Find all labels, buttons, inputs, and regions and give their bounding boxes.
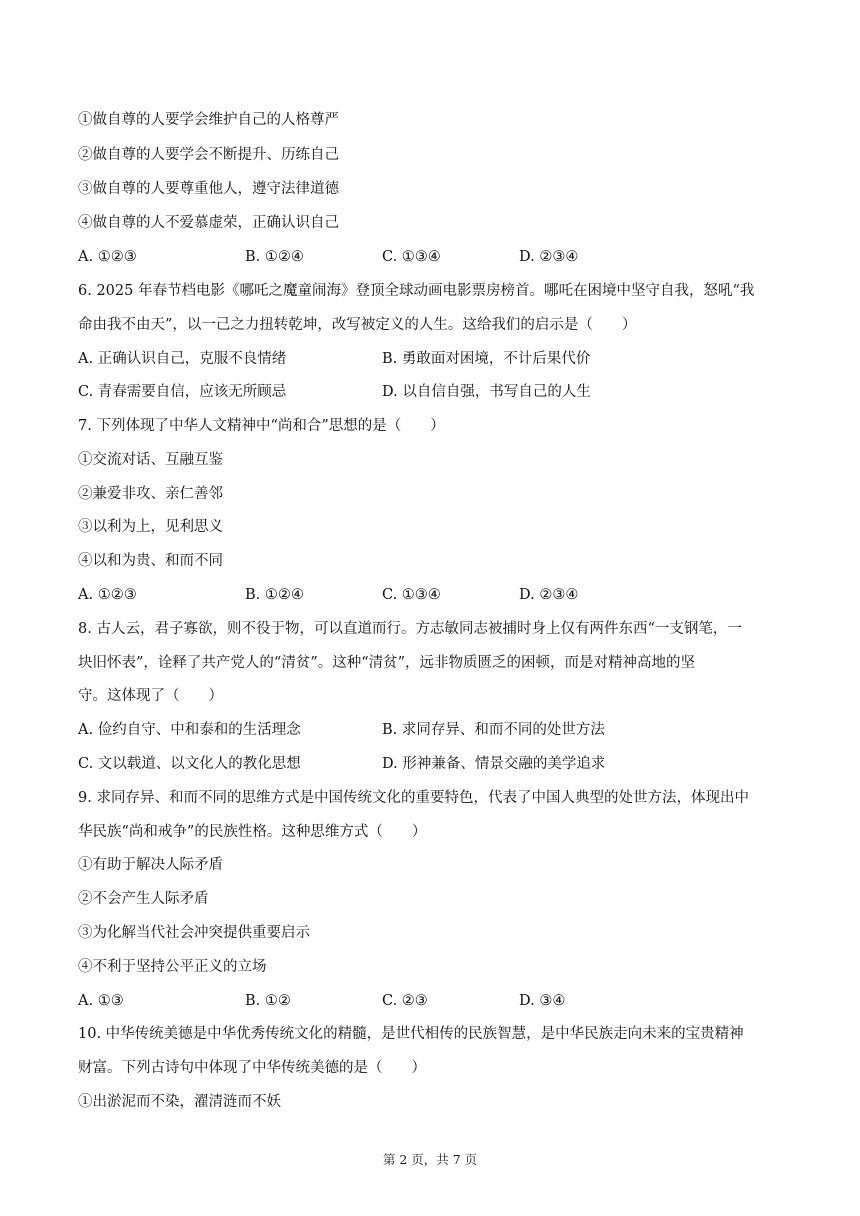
q9-item-2: ②不会产生人际矛盾 bbox=[78, 891, 209, 907]
q5-item-1: ①做自尊的人要学会维护自己的人格尊严 bbox=[78, 112, 339, 128]
q5-option-d: D. ②③④ bbox=[519, 249, 579, 265]
q9-item-3: ③为化解当代社会冲突提供重要启示 bbox=[78, 925, 310, 941]
q5-item-4: ④做自尊的人不爱慕虚荣，正确认识自己 bbox=[78, 215, 339, 231]
q7-option-d: D. ②③④ bbox=[519, 587, 579, 603]
q6-option-b: B. 勇敢面对困境，不计后果代价 bbox=[382, 351, 591, 367]
q8-option-d: D. 形神兼备、情景交融的美学追求 bbox=[382, 756, 606, 772]
q5-option-c: C. ①③④ bbox=[382, 249, 441, 265]
q10-item-1: ①出淤泥而不染，濯清涟而不妖 bbox=[78, 1094, 281, 1110]
q7-option-c: C. ①③④ bbox=[382, 587, 441, 603]
q7-option-b: B. ①②④ bbox=[245, 587, 304, 603]
q9-option-d: D. ③④ bbox=[519, 993, 566, 1009]
q9-option-b: B. ①② bbox=[245, 993, 291, 1009]
q6-stem-line-1: 6. 2025 年春节档电影《哪吒之魔童闹海》登顶全球动画电影票房榜首。哪吒在困境中坚守自我，怒吼“我 bbox=[78, 283, 755, 299]
q7-stem: 7. 下列体现了中华人文精神中“尚和合”思想的是（ ） bbox=[78, 418, 445, 434]
q9-item-1: ①有助于解决人际矛盾 bbox=[78, 857, 223, 873]
q7-item-1: ①交流对话、互融互鉴 bbox=[78, 452, 223, 468]
q9-option-a: A. ①③ bbox=[78, 993, 124, 1009]
q9-item-4: ④不利于坚持公平正义的立场 bbox=[78, 959, 267, 975]
page-footer: 第 2 页，共 7 页 bbox=[382, 1152, 478, 1167]
q10-stem-line-1: 10. 中华传统美德是中华优秀传统文化的精髓，是世代相传的民族智慧，是中华民族走向未来的宝贵精神 bbox=[78, 1026, 744, 1042]
q8-stem-line-2: 块旧怀表”，诠释了共产党人的“清贫”。这种“清贫”，远非物质匮乏的困顿，而是对精神高地的坚 bbox=[78, 655, 696, 671]
q5-option-b: B. ①②④ bbox=[245, 249, 304, 265]
q7-item-4: ④以和为贵、和而不同 bbox=[78, 553, 223, 569]
q5-option-a: A. ①②③ bbox=[78, 249, 137, 265]
q6-stem-line-2: 命由我不由天”，以一己之力扭转乾坤，改写被定义的人生。这给我们的启示是（ ） bbox=[78, 317, 637, 333]
q9-option-c: C. ②③ bbox=[382, 993, 428, 1009]
q6-option-c: C. 青春需要自信，应该无所顾忌 bbox=[78, 384, 287, 400]
q8-option-a: A. 俭约自守、中和泰和的生活理念 bbox=[78, 722, 301, 738]
q7-option-a: A. ①②③ bbox=[78, 587, 137, 603]
q8-stem-line-3: 守。这体现了（ ） bbox=[78, 688, 223, 704]
q9-stem-line-2: 华民族“尚和戒争”的民族性格。这种思维方式（ ） bbox=[78, 824, 427, 840]
q10-stem-line-2: 财富。下列古诗句中体现了中华传统美德的是（ ） bbox=[78, 1060, 426, 1076]
q8-option-b: B. 求同存异、和而不同的处世方法 bbox=[382, 722, 605, 738]
q5-item-3: ③做自尊的人要尊重他人，遵守法律道德 bbox=[78, 181, 339, 197]
q8-option-c: C. 文以载道、以文化人的教化思想 bbox=[78, 756, 301, 772]
q6-option-a: A. 正确认识自己，克服不良情绪 bbox=[78, 351, 287, 367]
q7-item-2: ②兼爱非攻、亲仁善邻 bbox=[78, 486, 223, 502]
q7-item-3: ③以利为上，见利思义 bbox=[78, 519, 223, 535]
q6-option-d: D. 以自信自强，书写自己的人生 bbox=[382, 384, 591, 400]
q5-item-2: ②做自尊的人要学会不断提升、历练自己 bbox=[78, 147, 339, 163]
q9-stem-line-1: 9. 求同存异、和而不同的思维方式是中国传统文化的重要特色，代表了中国人典型的处世方法，体现出中 bbox=[78, 790, 749, 806]
q8-stem-line-1: 8. 古人云，君子寡欲，则不役于物，可以直道而行。方志敏同志被捕时身上仅有两件东西“一支钢笔，一 bbox=[78, 621, 742, 637]
